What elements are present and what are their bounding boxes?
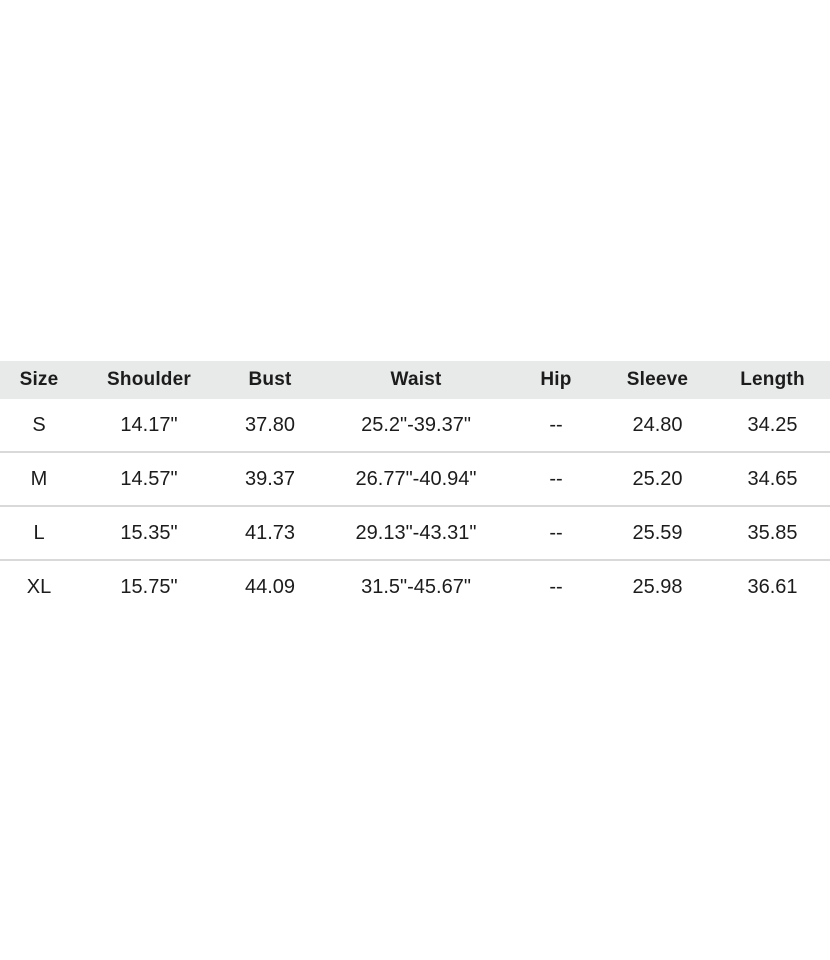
cell-waist: 29.13"-43.31" [320, 506, 512, 560]
table-row-m [0, 452, 830, 506]
cell-size: L [0, 506, 78, 560]
cell-bust: 41.73 [220, 506, 320, 560]
header-size: Size [0, 361, 78, 399]
cell-shoulder: 14.17" [78, 399, 220, 452]
header-length: Length [715, 361, 830, 399]
cell-size: XL [0, 560, 78, 613]
cell-bust: 44.09 [220, 560, 320, 613]
cell-sleeve: 25.59 [600, 506, 715, 560]
cell-shoulder: 15.35" [78, 506, 220, 560]
cell-hip: -- [512, 506, 600, 560]
cell-length: 34.25 [715, 399, 830, 452]
cell-length: 35.85 [715, 506, 830, 560]
cell-sleeve: 25.98 [600, 560, 715, 613]
table-row-xl [0, 560, 830, 613]
cell-length: 36.61 [715, 560, 830, 613]
cell-size: S [0, 399, 78, 452]
cell-bust: 37.80 [220, 399, 320, 452]
header-hip: Hip [512, 361, 600, 399]
cell-shoulder: 14.57" [78, 452, 220, 506]
header-shoulder: Shoulder [78, 361, 220, 399]
header-bust: Bust [220, 361, 320, 399]
cell-hip: -- [512, 452, 600, 506]
cell-hip: -- [512, 399, 600, 452]
cell-waist: 26.77"-40.94" [320, 452, 512, 506]
cell-hip: -- [512, 560, 600, 613]
table-row-s [0, 399, 830, 452]
table-row-l [0, 506, 830, 560]
cell-sleeve: 25.20 [600, 452, 715, 506]
cell-waist: 25.2"-39.37" [320, 399, 512, 452]
header-sleeve: Sleeve [600, 361, 715, 399]
header-row [0, 361, 830, 399]
cell-length: 34.65 [715, 452, 830, 506]
cell-bust: 39.37 [220, 452, 320, 506]
header-waist: Waist [320, 361, 512, 399]
size-chart-table [0, 361, 830, 613]
cell-size: M [0, 452, 78, 506]
cell-shoulder: 15.75" [78, 560, 220, 613]
cell-sleeve: 24.80 [600, 399, 715, 452]
cell-waist: 31.5"-45.67" [320, 560, 512, 613]
